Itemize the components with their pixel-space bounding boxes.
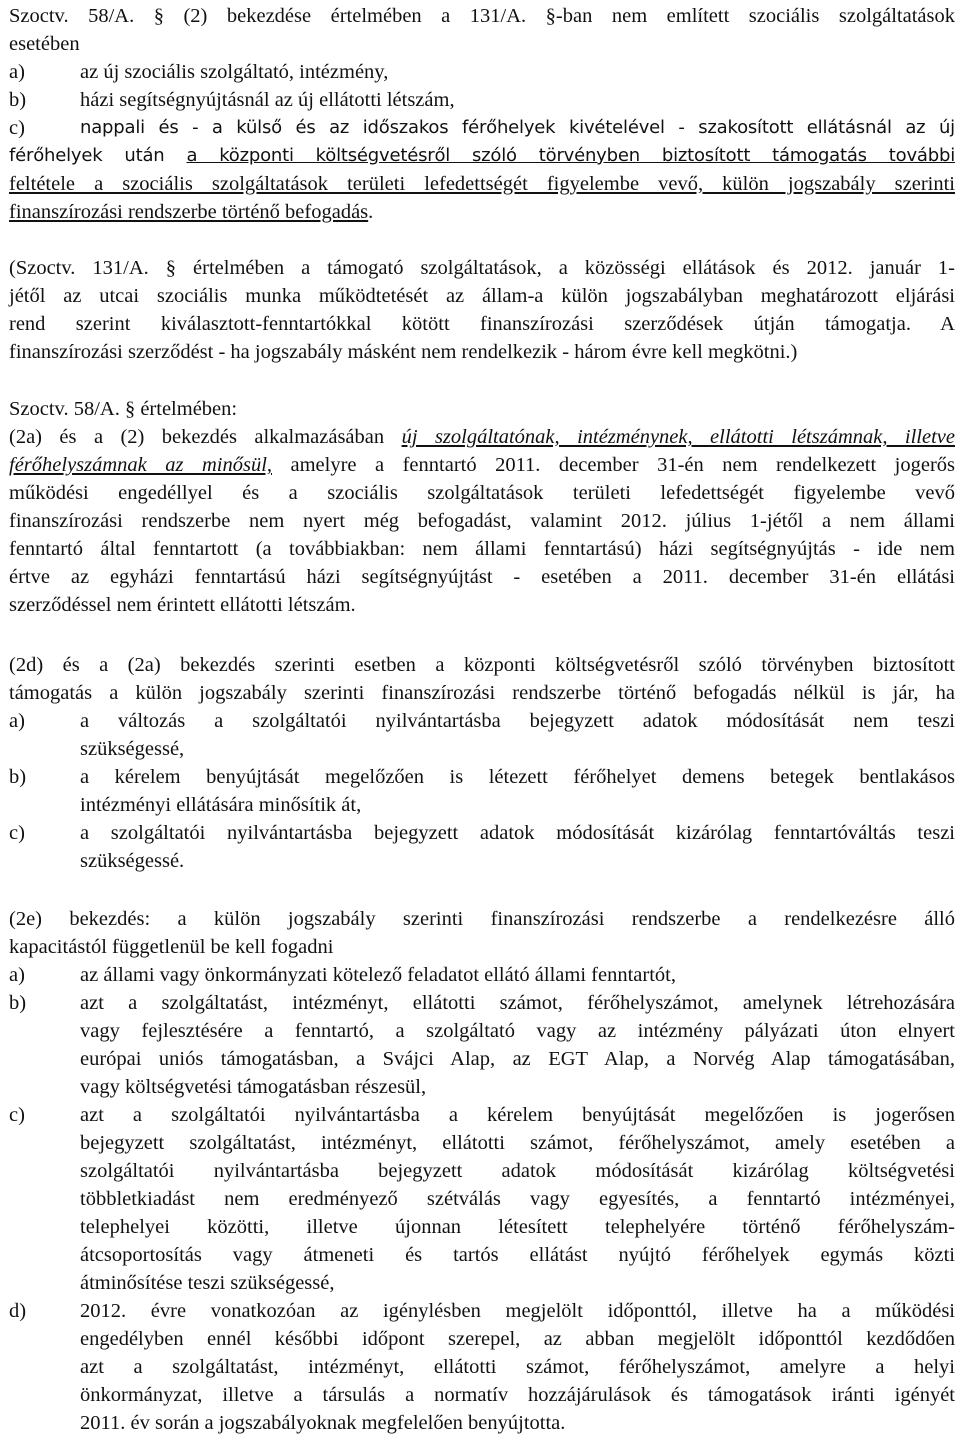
list-text: bejegyzett szolgáltatást, intézményt, ellátotti számot, férőhelyszámot, amely esetében a — [80, 1132, 955, 1154]
list-text: európai uniós támogatásban, a Svájci Alap, az EGT Alap, a Norvég Alap támogatásában, — [80, 1048, 955, 1070]
list-text: a változás a szolgáltatói nyilvántartásba bejegyzett adatok módosítását nem teszi — [80, 710, 955, 732]
list-text: szolgáltatói nyilvántartásba bejegyzett adatok módosítását kizárólag költségvetési — [80, 1160, 955, 1182]
list-label: a) — [9, 61, 25, 83]
list-text: vagy fejlesztésére a fenntartó, a szolgáltató vagy az intézmény pályázati úton elnyert — [80, 1020, 955, 1042]
list-item — [9, 86, 955, 114]
list-text: azt a szolgáltatást, intézményt, ellátotti számot, férőhelyszámot, amelyre a helyi — [80, 1356, 955, 1378]
list-text: többletkiadást nem eredményező szétválás vagy egyesítés, a fenntartó intézményei, — [80, 1188, 955, 1210]
paragraph-line: esetében — [9, 33, 80, 55]
list-text: 2012. évre vonatkozóan az igénylésben megjelölt időponttól, illetve ha a működési — [80, 1300, 955, 1322]
list-text: intézményi ellátására minősítik át, — [80, 794, 362, 816]
paragraph-line — [9, 423, 955, 451]
paragraph-line: szerződéssel nem érintett ellátotti létszám. — [9, 594, 356, 616]
section-heading: Szoctv. 58/A. § értelmében: — [9, 398, 238, 420]
list-label: a) — [9, 710, 25, 732]
italic-underlined-text: új szolgáltatónak, intézménynek, ellátotti létszámnak, illetve — [401, 426, 955, 448]
list-text: átminősítése teszi szükségessé, — [80, 1272, 335, 1294]
list-text: vagy költségvetési támogatásban részesül, — [80, 1076, 427, 1098]
text-run: (2a) és a (2) bekezdés alkalmazásában — [9, 426, 385, 448]
list-text: a szolgáltatói nyilvántartásba bejegyzett adatok módosítását kizárólag fenntartóváltás teszi — [80, 822, 955, 844]
list-label: d) — [9, 1300, 27, 1322]
paragraph-line — [9, 198, 373, 226]
list-label: b) — [9, 766, 27, 788]
paragraph-line: (2e) bekezdés: a külön jogszabály szerinti finanszírozási rendszerbe a rendelkezésre álló — [9, 908, 955, 930]
paragraph-line — [9, 142, 955, 170]
paragraph-line: (Szoctv. 131/A. § értelmében a támogató szolgáltatások, a közösségi ellátások és 2012. január 1- — [9, 257, 955, 279]
paragraph-line: támogatás a külön jogszabály szerinti finanszírozási rendszerbe történő befogadás nélkül is jár, ha — [9, 682, 955, 704]
list-text: az állami vagy önkormányzati kötelező feladatot ellátó állami fenntartót, — [80, 964, 676, 986]
italic-underlined-text: férőhelyszámnak az minősül, — [9, 454, 273, 476]
list-text: átcsoportosítás vagy átmeneti és tartós ellátást nyújtó férőhelyek egymás közti — [80, 1244, 955, 1266]
list-item — [9, 114, 955, 142]
list-text: nappali és - a külső és az időszakos férőhelyek kivételével - szakosított ellátásnál az új — [80, 117, 955, 138]
paragraph-line: működési engedéllyel és a szociális szolgáltatások területi lefedettségét figyelembe vevő — [9, 482, 955, 504]
list-text: azt a szolgáltatói nyilvántartásba a kérelem benyújtását megelőzően is jogerősen — [80, 1104, 955, 1126]
list-label: c) — [9, 1104, 25, 1126]
list-text: a kérelem benyújtását megelőzően is létezett férőhelyet demens betegek bentlakásos — [80, 766, 955, 788]
paragraph-line: (2d) és a (2a) bekezdés szerinti esetben a központi költségvetésről szóló törvényben biztosított — [9, 654, 955, 676]
text-run: férőhelyek után — [9, 145, 165, 166]
paragraph-line: kapacitástól függetlenül be kell fogadni — [9, 936, 334, 958]
underlined-text: a központi költségvetésről szóló törvényben biztosított támogatás további — [186, 145, 955, 166]
paragraph-line: fenntartó által fenntartott (a továbbiakban: nem állami fenntartású) házi segítségnyújtás - ide nem — [9, 538, 955, 560]
paragraph-line: jétől az utcai szociális munka működtetését az állam-a külön jogszabályban meghatározott eljárási — [9, 285, 955, 307]
list-label: c) — [9, 822, 25, 844]
paragraph-line — [9, 451, 955, 479]
underlined-text: finanszírozási rendszerbe történő befogadás — [9, 201, 369, 223]
list-label: b) — [9, 992, 27, 1014]
paragraph-line: finanszírozási rendszerbe nem nyert még befogadást, valamint 2012. július 1-jétől a nem állami — [9, 510, 955, 532]
list-text: telephelyei közötti, illetve újonnan létesített telephelyére történő férőhelyszám- — [80, 1216, 955, 1238]
list-label: a) — [9, 964, 25, 986]
list-text: házi segítségnyújtásnál az új ellátotti létszám, — [80, 89, 455, 111]
paragraph-line: rend szerint kiválasztott-fenntartókkal kötött finanszírozási szerződések útján támogatja. A — [9, 313, 955, 335]
list-item — [9, 58, 955, 86]
list-text: azt a szolgáltatást, intézményt, ellátotti számot, férőhelyszámot, amelynek létrehozására — [80, 992, 955, 1014]
text-run: amelyre a fenntartó 2011. december 31-én nem rendelkezett jogerős — [290, 454, 955, 476]
paragraph-line: értve az egyházi fenntartású házi segítségnyújtást - esetében a 2011. december 31-én ellátási — [9, 566, 955, 588]
list-text: az új szociális szolgáltató, intézmény, — [80, 61, 389, 83]
list-text: szükségessé. — [80, 850, 185, 872]
underlined-line: feltétele a szociális szolgáltatások területi lefedettségét figyelembe vevő, külön jogszabály szerinti — [9, 173, 955, 195]
text-run: . — [368, 201, 374, 223]
list-text: önkormányzat, illetve a társulás a normatív hozzájárulások és támogatások iránti igényét — [80, 1384, 955, 1406]
list-text: szükségessé, — [80, 738, 185, 760]
paragraph-line: Szoctv. 58/A. § (2) bekezdése értelmében a 131/A. §-ban nem említett szociális szolgáltatások — [9, 5, 955, 27]
list-label: b) — [9, 89, 27, 111]
list-label: c) — [9, 117, 25, 139]
list-text: 2011. év során a jogszabályoknak megfelelően benyújtotta. — [80, 1412, 566, 1434]
paragraph-line: finanszírozási szerződést - ha jogszabály másként nem rendelkezik - három évre kell megkötni.) — [9, 341, 798, 363]
list-text: engedélyben ennél későbbi időpont szerepel, az abban megjelölt időponttól kezdődően — [80, 1328, 955, 1350]
